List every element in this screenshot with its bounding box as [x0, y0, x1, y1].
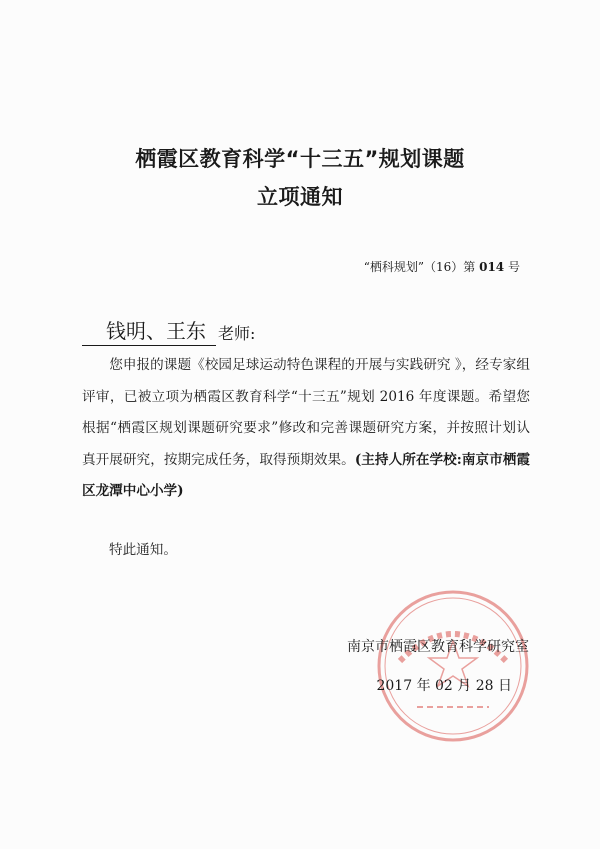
addressee: [82, 315, 255, 346]
issuing-organization: 南京市栖霞区教育科学研究室: [347, 639, 529, 655]
title-line-2: 立项通知: [257, 185, 343, 209]
notice-body: [82, 350, 530, 508]
issue-date: 2017 年 02 月 28 日: [376, 678, 512, 694]
salutation: 老师:: [218, 324, 256, 343]
title-line-1: 栖霞区教育科学“十三五”规划课题: [135, 147, 465, 171]
document-number-suffix: 号: [504, 260, 520, 274]
closing-line: 特此通知。: [109, 542, 177, 558]
document-number: [364, 258, 520, 275]
recipient-names: 钱明、王东: [82, 315, 216, 346]
official-seal-icon: [372, 585, 534, 747]
document-number-value: 014: [479, 260, 505, 274]
host-school: (主持人所在学校:南京市栖霞区龙潭中心小学): [82, 451, 530, 499]
document-number-prefix: “栖科规划”（16）第: [363, 260, 480, 274]
notice-body-text: 您申报的课题《校园足球运动特色课程的开展与实践研究 》，经专家组评审，已被立项为栖霞区教育科学“十三五”规划 2016 年度课题。希望您根据“栖霞区规划课题研究要求”修改和完善课题研究方案，并按照计划认真开展研究，按期完成任务，取得预期效果。: [82, 357, 530, 468]
